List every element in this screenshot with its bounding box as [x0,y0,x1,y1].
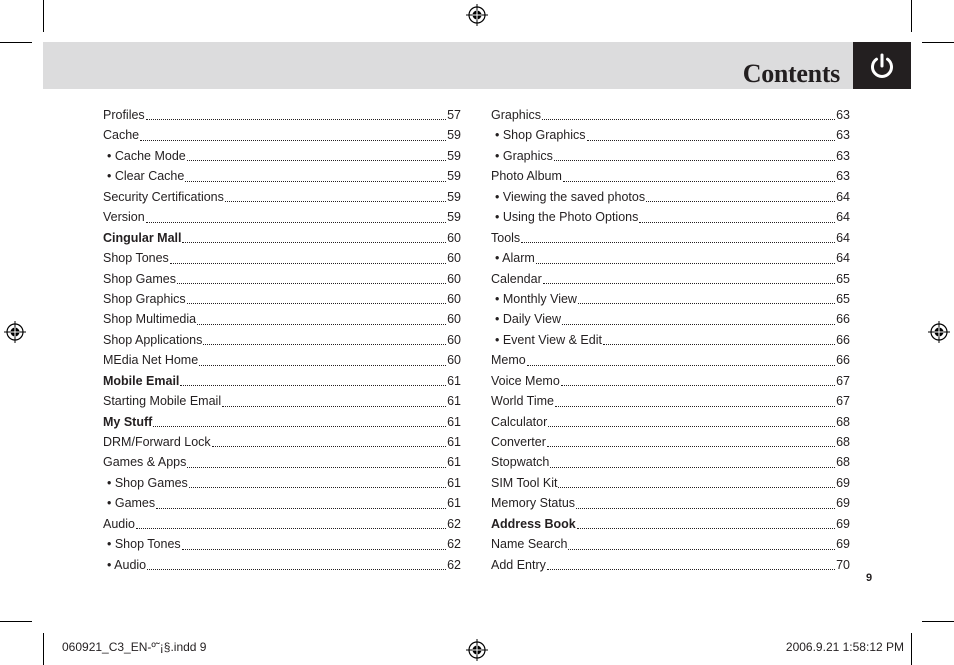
toc-entry-page: 63 [836,169,850,184]
dot-leader [555,405,835,407]
slug-timestamp: 2006.9.21 1:58:12 PM [785,640,904,654]
toc-entry [491,330,850,350]
dot-leader [578,302,835,304]
toc-entry [491,228,850,248]
dot-leader [185,180,446,182]
toc-entry-label: Calendar [491,271,542,286]
toc-entry-page: 69 [836,496,850,511]
toc-entry [491,146,850,166]
toc-entry-page: 63 [836,108,850,122]
toc-entry-label: • Viewing the saved photos [495,189,646,204]
dot-leader [189,486,446,488]
toc-entry [491,187,850,207]
toc-entry [103,350,461,370]
toc-entry-label: Shop Graphics [103,291,186,306]
crop-mark [0,42,32,43]
toc-entry [491,514,850,534]
power-icon [867,51,897,81]
dot-leader [180,384,446,386]
dot-leader [203,343,446,345]
toc-entry-page: 66 [836,332,850,347]
crop-mark [43,0,44,32]
toc-entry [103,452,461,472]
toc-entry [491,432,850,452]
toc-entry-page: 69 [836,516,850,531]
toc-entry-page: 60 [447,251,461,266]
dot-leader [550,466,835,468]
toc-entry [103,330,461,350]
dot-leader [136,527,446,529]
toc-entry-label: Starting Mobile Email [103,394,222,409]
toc-entry [103,371,461,391]
toc-entry-label: Photo Album [491,169,562,184]
toc-entry [491,350,850,370]
toc-entry-page: 59 [447,128,461,143]
dot-leader [562,323,835,325]
page-number: 9 [866,572,873,584]
toc-entry [103,289,461,309]
dot-leader [543,282,835,284]
dot-leader [212,445,446,447]
toc-entry [491,309,850,329]
toc-entry-page: 59 [447,189,461,204]
dot-leader [187,159,446,161]
toc-entry [491,269,850,289]
toc-entry-page: 65 [836,271,850,286]
dot-leader [577,527,835,529]
toc-entry-page: 60 [447,230,461,245]
toc-entry [103,412,461,432]
toc-entry-label: Shop Applications [103,332,203,347]
toc-entry-label: SIM Tool Kit [491,475,558,490]
toc-entry-page: 61 [447,394,461,409]
toc-entry-label: • Monthly View [495,291,577,306]
toc-entry-page: 57 [447,108,461,122]
toc-entry-page: 59 [447,210,461,225]
toc-entry-label: My Stuff [103,414,153,429]
dot-leader [561,384,835,386]
registration-mark-icon [928,321,950,343]
toc-entry-page: 60 [447,332,461,347]
toc-entry [103,309,461,329]
toc-entry-label: Version [103,210,145,225]
toc-entry-page: 62 [447,557,461,572]
toc-entry [103,391,461,411]
dot-leader [187,302,446,304]
toc-entry-page: 64 [836,230,850,245]
dot-leader [225,200,446,202]
toc-entry-label: • Alarm [495,251,535,266]
crop-mark [922,621,954,622]
dot-leader [568,548,835,550]
toc-entry-page: 60 [447,353,461,368]
toc-entry-page: 59 [447,169,461,184]
toc-entry-label: • Audio [107,557,147,572]
dot-leader [146,118,446,120]
dot-leader [603,343,835,345]
section-tab [853,42,911,89]
toc-entry-label: Audio [103,516,135,531]
toc-entry-label: • Cache Mode [107,148,186,163]
toc-entry [491,473,850,493]
toc-entry-label: • Shop Graphics [495,128,586,143]
toc-entry-page: 69 [836,537,850,552]
dot-leader [177,282,446,284]
toc-entry-page: 60 [447,271,461,286]
toc-entry-label: • Games [107,496,156,511]
dot-leader [547,445,835,447]
toc-entry-label: Graphics [491,108,542,122]
dot-leader [542,118,835,120]
toc-entry-label: Voice Memo [491,373,560,388]
toc-entry-page: 64 [836,251,850,266]
toc-entry-page: 65 [836,291,850,306]
registration-mark-icon [4,321,26,343]
dot-leader [182,241,446,243]
toc-right-column [491,105,850,575]
toc-entry-page: 61 [447,496,461,511]
page-title: Contents [742,59,840,88]
toc-entry-page: 66 [836,312,850,327]
toc-entry-label: Shop Multimedia [103,312,197,327]
toc-entry [103,555,461,575]
toc-entry-label: Converter [491,435,546,449]
dot-leader [187,466,446,468]
dot-leader [587,139,836,141]
toc-entry-label: • Event View & Edit [495,332,602,347]
toc-entry [491,452,850,472]
dot-leader [146,221,446,223]
toc-entry [103,166,461,186]
toc-entry-label: • Clear Cache [107,169,185,184]
toc-entry-page: 66 [836,353,850,368]
dot-leader [558,486,835,488]
dot-leader [576,507,835,509]
toc-entry-label: Stopwatch [491,455,550,470]
toc-entry-page: 63 [836,148,850,163]
toc-entry [103,248,461,268]
toc-entry [103,432,461,452]
toc-entry-label: Mobile Email [103,373,180,388]
toc-entry-label: Calculator [491,414,548,429]
crop-mark [911,0,912,32]
toc-entry-label: Cache [103,128,140,143]
dot-leader [536,262,835,264]
toc-entry [491,207,850,227]
crop-mark [922,42,954,43]
dot-leader [156,507,446,509]
dot-leader [527,364,835,366]
toc-entry-label: • Graphics [495,148,553,163]
toc-entry [103,514,461,534]
toc-entry-page: 59 [447,148,461,163]
dot-leader [639,221,835,223]
header-band [43,42,853,89]
toc-entry-label: Profiles [103,108,145,122]
crop-mark [43,633,44,665]
toc-entry-page: 62 [447,516,461,531]
toc-entry-label: • Daily View [495,312,561,327]
toc-entry [103,228,461,248]
toc-entry [103,125,461,145]
toc-entry-page: 69 [836,475,850,490]
dot-leader [548,425,835,427]
toc-entry [491,125,850,145]
toc-entry-label: Memo [491,353,526,368]
toc-entry [491,493,850,513]
dot-leader [170,262,446,264]
toc-entry-page: 68 [836,414,850,429]
dot-leader [197,323,446,325]
toc-entry-page: 61 [447,475,461,490]
toc-entry-page: 61 [447,455,461,470]
toc-entry-page: 60 [447,312,461,327]
dot-leader [199,364,446,366]
crop-mark [911,633,912,665]
dot-leader [646,200,835,202]
toc-entry [491,371,850,391]
toc-entry [491,412,850,432]
toc-entry-page: 70 [836,557,850,572]
toc-entry-label: Shop Games [103,271,176,286]
toc-entry-page: 67 [836,394,850,409]
registration-mark-icon [466,4,488,26]
toc-entry-label: • Shop Tones [107,537,181,552]
dot-leader [547,568,835,570]
toc-entry-label: Shop Tones [103,251,169,266]
toc-entry-label: Address Book [491,516,576,531]
toc-entry-label: Name Search [491,537,568,552]
toc-entry-label: • Shop Games [107,475,188,490]
toc-entry-page: 61 [447,435,461,449]
toc-entry [491,391,850,411]
toc-entry-page: 63 [836,128,850,143]
toc-entry [491,289,850,309]
toc-entry-label: MEdia Net Home [103,353,199,368]
toc-entry [491,248,850,268]
toc-entry [103,269,461,289]
toc-entry-label: Games & Apps [103,455,187,470]
toc-entry-label: Add Entry [491,557,546,572]
toc-entry-label: World Time [491,394,554,409]
toc-entry-label: Security Certifications [103,189,224,204]
toc-entry [103,146,461,166]
toc-entry [491,105,850,125]
slug-filename: 060921_C3_EN-º˜¡§.indd 9 [62,640,207,654]
dot-leader [140,139,446,141]
toc-entry [103,493,461,513]
dot-leader [182,548,446,550]
toc-entry-page: 64 [836,210,850,225]
toc-entry-label: Memory Status [491,496,576,511]
toc-entry [103,534,461,554]
toc-entry [103,207,461,227]
toc-entry [491,534,850,554]
registration-mark-icon [466,639,488,661]
crop-mark [0,621,32,622]
toc-entry-page: 60 [447,291,461,306]
toc-entry-label: Cingular Mall [103,230,182,245]
toc-entry-label: DRM/Forward Lock [103,435,211,449]
toc-entry-page: 68 [836,455,850,470]
toc-entry [103,187,461,207]
toc-entry-page: 61 [447,373,461,388]
toc-left-column [103,105,461,575]
toc-entry-label: Tools [491,230,521,245]
toc-entry-page: 67 [836,373,850,388]
toc-entry-page: 68 [836,435,850,449]
toc-entry [103,473,461,493]
toc-entry-page: 62 [447,537,461,552]
dot-leader [147,568,446,570]
dot-leader [563,180,835,182]
dot-leader [554,159,835,161]
toc-entry-page: 61 [447,414,461,429]
dot-leader [222,405,446,407]
toc-entry [103,105,461,125]
toc-entry [491,166,850,186]
dot-leader [521,241,835,243]
dot-leader [153,425,446,427]
toc-entry-label: • Using the Photo Options [495,210,639,225]
toc-entry-page: 64 [836,189,850,204]
toc-entry [491,555,850,575]
